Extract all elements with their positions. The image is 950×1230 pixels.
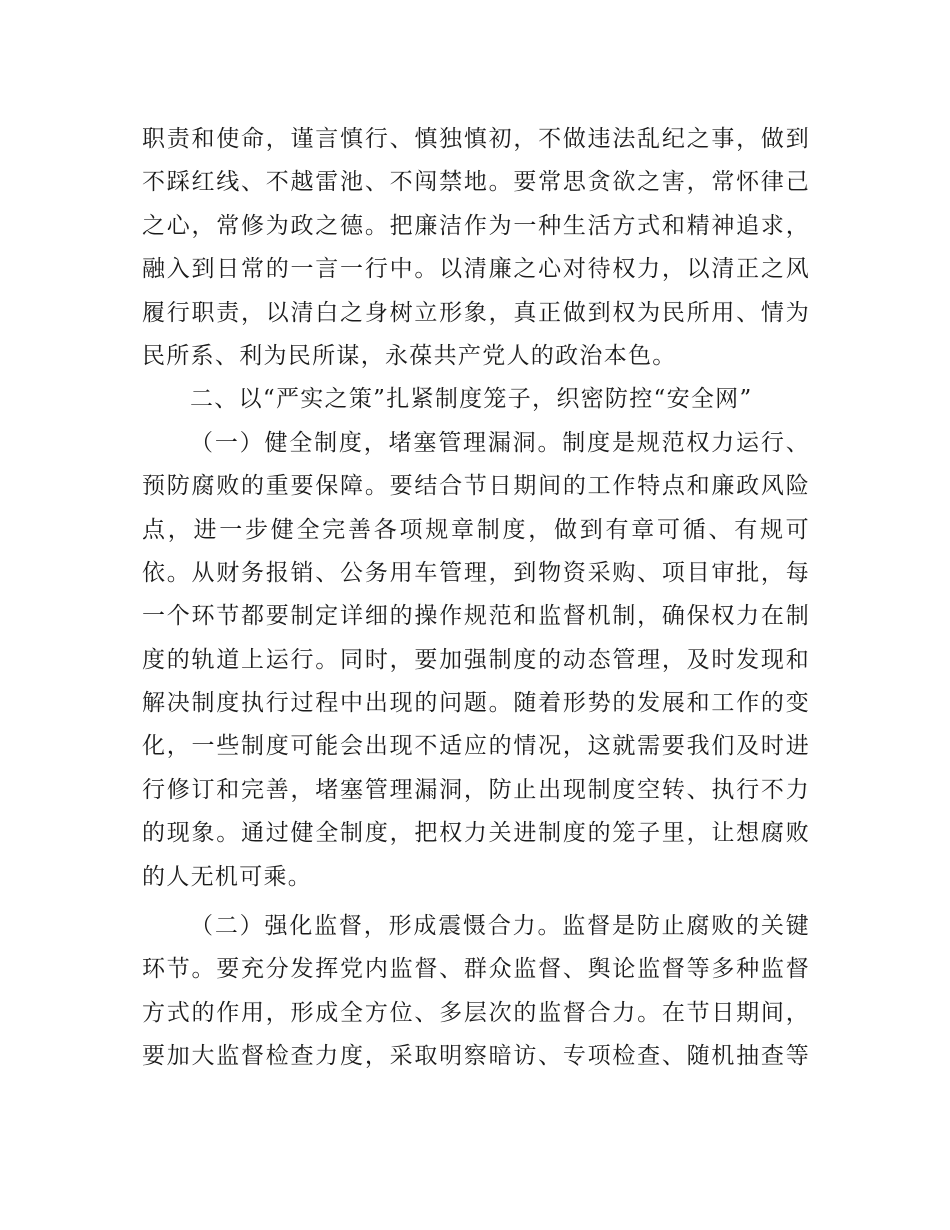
subsection-1 xyxy=(142,422,810,899)
text-line: 行修订和完善，堵塞管理漏洞，防止出现制度空转、执行不力 xyxy=(142,776,810,803)
text-line: 解决制度执行过程中出现的问题。随着形势的发展和工作的变 xyxy=(142,690,810,717)
text-line: 化，一些制度可能会出现不适应的情况，这就需要我们及时进 xyxy=(142,733,810,760)
text-line: 履行职责，以清白之身树立形象，真正做到权为民所用、情为 xyxy=(142,299,810,326)
text-line: 的人无机可乘。 xyxy=(142,863,313,890)
text-line: 的现象。通过健全制度，把权力关进制度的笼子里，让想腐败 xyxy=(142,820,810,847)
text-line: 预防腐败的重要保障。要结合节日期间的工作特点和廉政风险 xyxy=(142,473,810,500)
text-line: 一个环节都要制定详细的操作规范和监督机制，确保权力在制 xyxy=(142,603,810,630)
section-heading: 二、以“严实之策”扎紧制度笼子，织密防控“安全网” xyxy=(190,386,753,413)
text-line: 不踩红线、不越雷池、不闯禁地。要常思贪欲之害，常怀律己 xyxy=(142,169,810,196)
subsection-2 xyxy=(142,905,810,1079)
text-line: 职责和使命，谨言慎行、慎独慎初，不做违法乱纪之事，做到 xyxy=(142,126,810,152)
text-line: 环节。要充分发挥党内监督、群众监督、舆论监督等多种监督 xyxy=(142,956,810,983)
paragraph-continuation xyxy=(142,118,810,378)
text-line: 要加大监督检查力度，采取明察暗访、专项检查、随机抽查等 xyxy=(142,1043,810,1070)
text-line: 点，进一步健全完善各项规章制度，做到有章可循、有规可 xyxy=(142,516,810,543)
text-line: 度的轨道上运行。同时，要加强制度的动态管理，及时发现和 xyxy=(142,646,810,673)
text-line: 民所系、利为民所谋，永葆共产党人的政治本色。 xyxy=(142,342,677,369)
document-body xyxy=(142,118,810,1079)
text-line: 之心，常修为政之德。把廉洁作为一种生活方式和精神追求， xyxy=(142,212,810,239)
text-line: 方式的作用，形成全方位、多层次的监督合力。在节日期间， xyxy=(142,999,810,1026)
text-line: 依。从财务报销、公务用车管理，到物资采购、项目审批，每 xyxy=(142,559,810,586)
text-line: 融入到日常的一言一行中。以清廉之心对待权力，以清正之风 xyxy=(142,256,810,283)
text-line: （一）健全制度，堵塞管理漏洞。制度是规范权力运行、 xyxy=(190,429,810,456)
text-line: （二）强化监督，形成震慑合力。监督是防止腐败的关键 xyxy=(190,913,810,940)
